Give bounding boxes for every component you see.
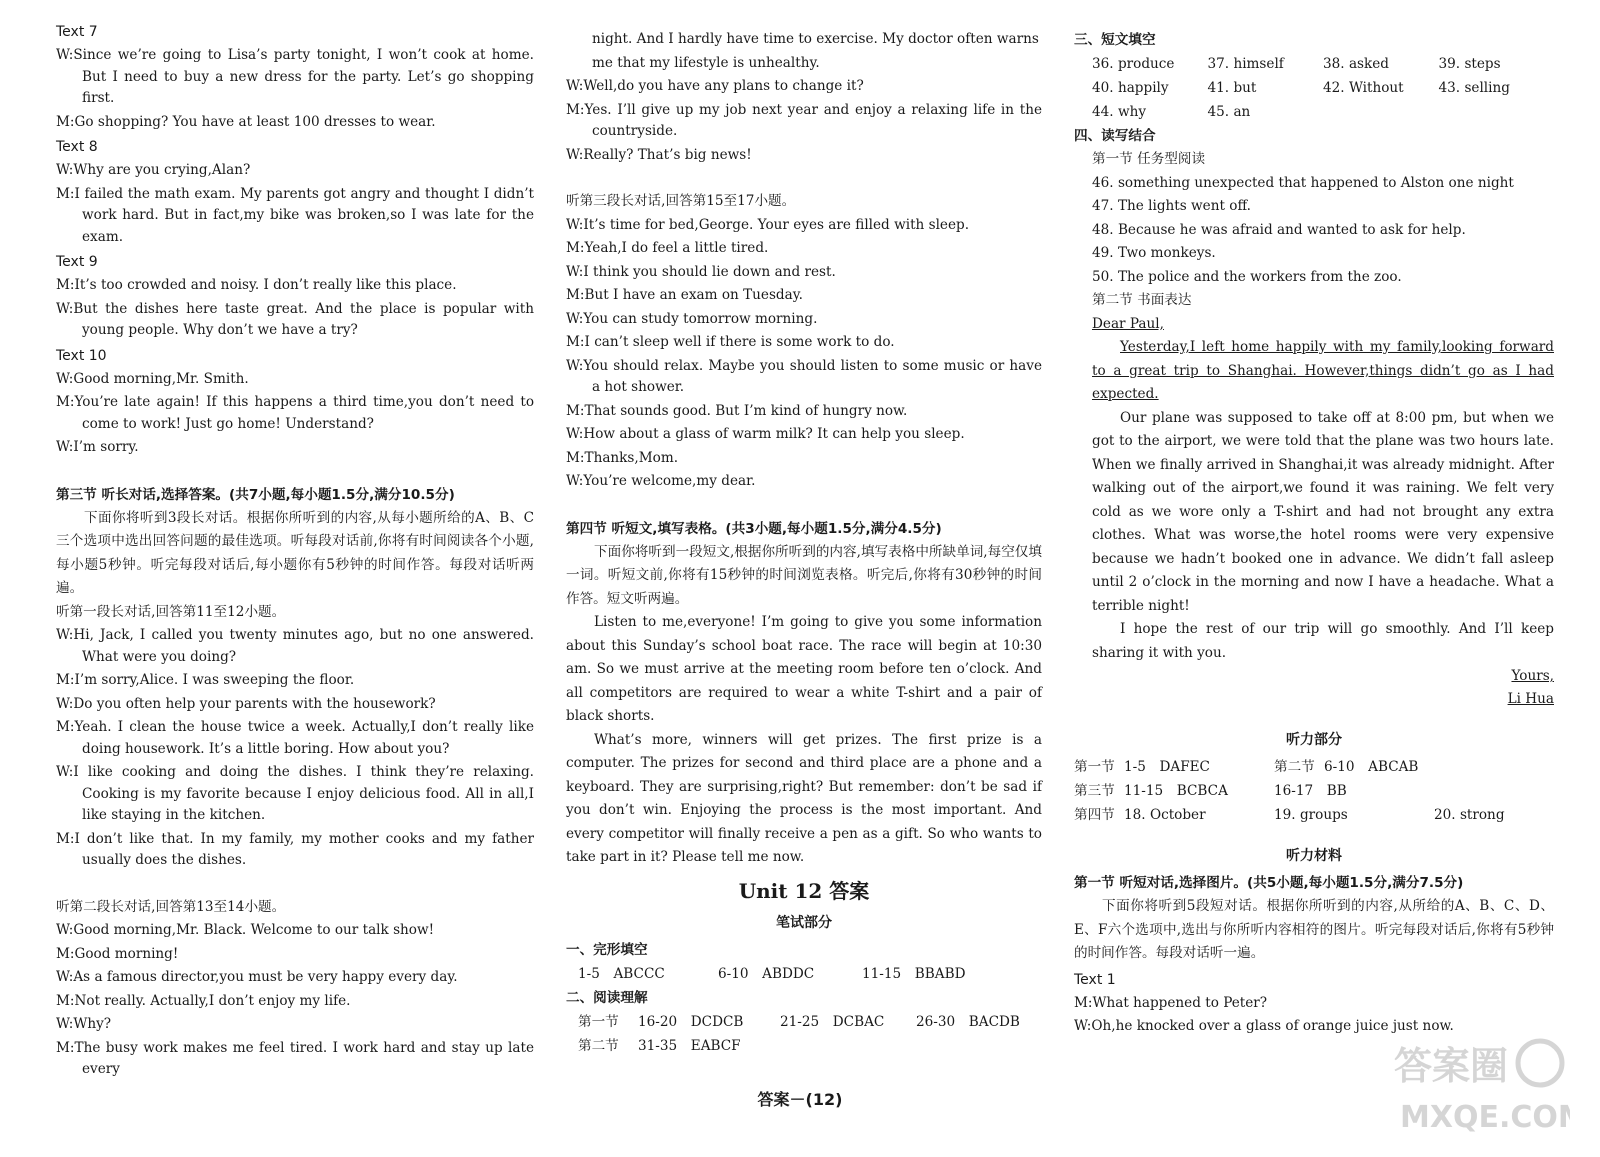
dialogue-line: W:How about a glass of warm milk? It can help you sleep. <box>566 426 965 442</box>
dialogue-line: M:But I have an exam on Tuesday. <box>566 287 803 303</box>
answer-group: 11-15 BBABD <box>862 965 966 982</box>
passage-paragraph: What’s more, winners will get prizes. The first prize is a computer. The prizes for second and third place are a phone and a keyboard. They are surprising,right? But remember: don’t be sad if you don’t win. Enjoying the process is the most important. And every competitor will finally receive a pen as a gift. So who wants to take part in it? Please tell me now. <box>566 731 1042 865</box>
dialogue-line: M:Yes. I’ll give up my job next year and enjoy a relaxing life in the countryside. <box>566 101 1042 139</box>
dialogue-line: W:Since we’re going to Lisa’s party tonight, I won’t cook at home. But I need to buy a new dress for the party. Let’s go shopping first. <box>56 47 534 106</box>
dialogue-line: W:As a famous director,you must be very happy every day. <box>56 969 458 985</box>
fill-answer: 41. but <box>1207 80 1257 96</box>
section-label: 第一节 <box>1074 759 1115 775</box>
dialogue-line: W:You can study tomorrow morning. <box>566 310 818 327</box>
reading-section-label: 第一节 <box>578 1013 619 1030</box>
fill-answer: 43. selling <box>1438 80 1510 96</box>
answer-group: 1-5 DAFEC <box>1124 759 1210 775</box>
task-reading-title: 第一节 任务型阅读 <box>1092 151 1206 167</box>
dialogue-line: W:Why? <box>56 1016 112 1032</box>
listening-answers-row <box>1074 803 1554 827</box>
text8-heading: Text 8 <box>56 139 98 155</box>
dialogue-line: W:You’re welcome,my dear. <box>566 473 756 489</box>
answer-group: 18. October <box>1124 807 1206 823</box>
answer-group: 6-10 ABCAB <box>1324 759 1419 775</box>
dialogue-line: W:Do you often help your parents with the housework? <box>56 695 436 712</box>
page-footer: 答案－(12) <box>757 1090 843 1109</box>
dialogue-line: W:Really? That’s big news! <box>566 146 752 163</box>
answer-group: 21-25 DCBAC <box>780 1013 885 1030</box>
letter-paragraph-1: Yesterday,I left home happily with my family,looking forward to a great trip to Shanghai. However,things didn’t go as I had expected. <box>1092 339 1554 402</box>
dialogue-line: W:I like cooking and doing the dishes. I think they’re relaxing. Cooking is my favorite because I enjoy delicious food. All in all,I like staying in the kitchen. <box>56 764 534 823</box>
dialogue-line: M:The busy work makes me feel tired. I work hard and stay up late every <box>56 1039 534 1077</box>
dialogue2-title: 听第二段长对话,回答第13至14小题。 <box>56 898 286 915</box>
material-section1-title: 第一节 听短对话,选择图片。(共5小题,每小题1.5分,满分7.5分) <box>1074 875 1464 891</box>
listening-answers-row <box>1074 755 1554 779</box>
section3-intro: 下面你将听到3段长对话。根据你所听到的内容,从每小题所给的A、B、C三个选项中选出回答问题的最佳选项。听每段对话前,你将有时间阅读各个小题,每小题5秒钟。听完每段对话后,每小题你有5秒钟的时间作答。每段对话听两遍。 <box>56 509 534 596</box>
dialogue-line: M:What happened to Peter? <box>1074 994 1268 1011</box>
fill-answer: 37. himself <box>1207 56 1284 72</box>
fill-title: 三、短文填空 <box>1074 32 1156 48</box>
dialogue-continuation: night. And I hardly have time to exercise. My doctor often warns me that my lifestyle is unhealthy. <box>592 31 1039 71</box>
text9-heading: Text 9 <box>56 254 98 270</box>
dialogue-line: M:You’re late again! If this happens a third time,you don’t need to come to work! Just go home! Understand? <box>56 394 534 432</box>
dialogue-line: W:Good morning,Mr. Black. Welcome to our talk show! <box>56 922 435 938</box>
answer-group: 1-5 ABCCC <box>578 965 665 982</box>
listening-material-title: 听力材料 <box>1286 848 1342 864</box>
dialogue-line: W:Why are you crying,Alan? <box>56 162 251 178</box>
dialogue-line: M:Not really. Actually,I don’t enjoy my life. <box>56 992 351 1009</box>
text10-heading: Text 10 <box>56 347 107 364</box>
answer-group: 11-15 BCBCA <box>1124 783 1228 799</box>
answer-group: 6-10 ABDDC <box>718 965 815 982</box>
text7-heading: Text 7 <box>56 24 98 40</box>
answer-group: 31-35 EABCF <box>638 1037 741 1054</box>
dialogue-line: M:I’m sorry,Alice. I was sweeping the floor. <box>56 672 355 688</box>
letter-paragraph-2: Our plane was supposed to take off at 8:00 pm, but when we got to the airport, we were told that the plane was two hours late. When we finally arrived in Shanghai,it was already midnight. After walking out of the airport,we found it was raining. We felt very cold as we wore only a T-shirt and had not brought any extra clothes. What was worse,the hotel rooms were very expensive because we hadn’t booked one in advance. We didn’t fall asleep until 2 o’clock in the morning and now I have a headache. What a terrible night! <box>1092 409 1554 614</box>
section-label: 第四节 <box>1074 807 1115 823</box>
dialogue-line: W:But the dishes here taste great. And the place is popular with young people. Why don’t we have a try? <box>56 300 534 338</box>
fill-answer: 45. an <box>1207 104 1251 120</box>
passage-paragraph: Listen to me,everyone! I’m going to give you some information about this Sunday’s school boat race. The race will begin at 10:30 am. So we must arrive at the meeting room before ten o’clock. And all competitors are required to wear a white T-shirt and a pair of black shorts. <box>566 614 1042 724</box>
column-middle <box>566 18 1042 1058</box>
dialogue3-title: 听第三段长对话,回答第15至17小题。 <box>566 193 796 209</box>
writing-title: 第二节 书面表达 <box>1092 292 1192 308</box>
column-right <box>1074 18 1554 1040</box>
task-answer: 49. Two monkeys. <box>1092 245 1216 261</box>
task-answer: 46. something unexpected that happened to Alston one night <box>1092 174 1514 191</box>
listening-title: 听力部分 <box>1286 732 1342 748</box>
written-part-title: 笔试部分 <box>776 914 832 931</box>
letter-closing <box>1074 665 1554 688</box>
material-section1-intro: 下面你将听到5段短对话。根据你所听到的内容,从所给的A、B、C、D、E、F六个选项中,选出与你所听内容相符的图片。听完每段对话后,你将有5秒钟的时间作答。每段对话听一遍。 <box>1074 898 1554 961</box>
dialogue-line: W:I think you should lie down and rest. <box>566 263 836 280</box>
column-left <box>56 18 534 1083</box>
watermark-cn: 答案圈 <box>1394 1044 1509 1088</box>
dialogue-line: M:Good morning! <box>56 945 179 962</box>
dialogue-line: M:That sounds good. But I’m kind of hungry now. <box>566 402 908 419</box>
dialogue1-title: 听第一段长对话,回答第11至12小题。 <box>56 603 286 620</box>
fill-answers-row <box>1074 100 1554 124</box>
task-answer: 47. The lights went off. <box>1092 198 1251 214</box>
dialogue-line: W:Hi, Jack, I called you twenty minutes ago, but no one answered. What were you doing? <box>56 627 534 665</box>
dialogue-line: M:Go shopping? You have at least 100 dresses to wear. <box>56 113 436 130</box>
section4-title: 第四节 听短文,填写表格。(共3小题,每小题1.5分,满分4.5分) <box>566 520 942 537</box>
answer-group: 26-30 BACDB <box>916 1013 1020 1030</box>
answer-group: 20. strong <box>1434 807 1505 823</box>
unit-title: Unit 12 答案 <box>738 878 870 903</box>
fill-answers-row <box>1074 76 1554 100</box>
fill-answer: 39. steps <box>1438 56 1501 72</box>
cloze-answers <box>566 962 1042 986</box>
watermark-url: MXQE.COM <box>1400 1100 1570 1135</box>
fill-answer: 44. why <box>1092 104 1147 120</box>
dialogue-line: M:Yeah. I clean the house twice a week. Actually,I don’t really like doing housework. It’s a little boring. How about you? <box>56 719 534 757</box>
letter-signature-text: Li Hua <box>1507 691 1554 707</box>
watermark-graphic <box>1390 1035 1570 1140</box>
fill-answer: 42. Without <box>1323 80 1404 96</box>
letter-greeting-text: Dear Paul, <box>1092 315 1164 332</box>
watermark-logo <box>1390 1035 1570 1140</box>
dialogue-line: M:It’s too crowded and noisy. I don’t really like this place. <box>56 277 457 293</box>
reading-writing-title: 四、读写结合 <box>1074 128 1156 144</box>
section4-intro: 下面你将听到一段短文,根据你所听到的内容,填写表格中所缺单词,每空仅填一词。听短文前,你将有15秒钟的时间浏览表格。听完后,你将有30秒钟的时间作答。短文听两遍。 <box>566 543 1042 607</box>
section-label: 第三节 <box>1074 783 1115 799</box>
dialogue-line: M:Yeah,I do feel a little tired. <box>566 240 769 256</box>
task-answer: 50. The police and the workers from the zoo. <box>1092 268 1402 285</box>
fill-answers-row <box>1074 52 1554 76</box>
dialogue-line: W:Oh,he knocked over a glass of orange juice just now. <box>1074 1018 1454 1034</box>
reading-answers-2 <box>566 1034 1042 1058</box>
cloze-title: 一、完形填空 <box>566 941 648 958</box>
reading-answers-1 <box>566 1010 1042 1034</box>
text1-heading: Text 1 <box>1074 971 1116 988</box>
dialogue-line: M:I can’t sleep well if there is some work to do. <box>566 334 895 350</box>
answer-group: 16-20 DCDCB <box>638 1013 744 1030</box>
dialogue-line: W:You should relax. Maybe you should listen to some music or have a hot shower. <box>566 357 1042 395</box>
section3-title: 第三节 听长对话,选择答案。(共7小题,每小题1.5分,满分10.5分) <box>56 486 455 503</box>
section-label: 第二节 <box>1274 759 1315 775</box>
letter-greeting <box>1074 313 1554 337</box>
answer-group: 16-17 BB <box>1274 783 1347 799</box>
fill-answer: 38. asked <box>1323 56 1390 72</box>
dialogue-line: W:I’m sorry. <box>56 439 139 455</box>
dialogue-line: W:Good morning,Mr. Smith. <box>56 370 249 387</box>
task-answer: 48. Because he was afraid and wanted to ask for help. <box>1092 221 1466 238</box>
fill-answer: 40. happily <box>1092 80 1169 96</box>
dialogue-line: W:It’s time for bed,George. Your eyes are filled with sleep. <box>566 216 970 233</box>
dialogue-line: M:I failed the math exam. My parents got angry and thought I didn’t work hard. But in fact,my bike was broken,so I was late for the exam. <box>56 185 534 245</box>
fill-answer: 36. produce <box>1092 56 1175 72</box>
letter-signature <box>1074 688 1554 711</box>
listening-answers-row <box>1074 779 1554 803</box>
dialogue-line: M:I don’t like that. In my family, my mother cooks and my father usually does the dishes. <box>56 830 534 868</box>
reading-title: 二、阅读理解 <box>566 989 648 1006</box>
reading-section-label: 第二节 <box>578 1037 619 1054</box>
dialogue-line: W:Well,do you have any plans to change it? <box>566 78 864 94</box>
letter-paragraph-3: I hope the rest of our trip will go smoothly. And I’ll keep sharing it with you. <box>1092 621 1554 661</box>
dialogue-line: M:Thanks,Mom. <box>566 449 679 466</box>
answer-group: 19. groups <box>1274 807 1348 823</box>
letter-closing-text: Yours, <box>1511 668 1554 684</box>
